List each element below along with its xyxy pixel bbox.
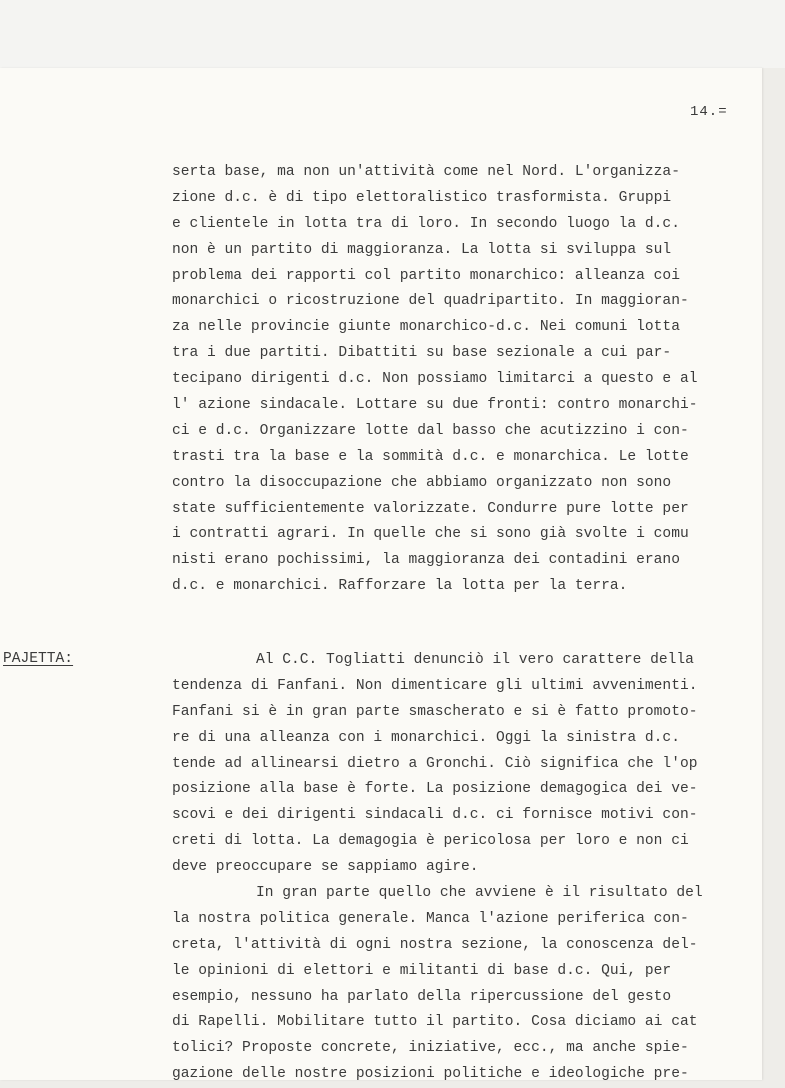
text-line: posizione alla base è forte. La posizione demagogica dei ve- <box>172 781 698 798</box>
text-line: za nelle provincie giunte monarchico-d.c. Nei comuni lotta <box>172 319 680 336</box>
paragraph-continuation <box>172 160 738 600</box>
text-line: zione d.c. è di tipo elettoralistico trasformista. Gruppi <box>172 189 672 206</box>
speaker-label: PAJETTA: <box>3 651 74 667</box>
text-line: monarchici o ricostruzione del quadripartito. In maggioran- <box>172 293 689 310</box>
text-line: In gran parte quello che avviene è il risultato del <box>256 885 703 902</box>
text-line: gazione delle nostre posizioni politiche e ideologiche pre- <box>172 1066 689 1083</box>
text-line: di Rapelli. Mobilitare tutto il partito. Cosa diciamo ai cat <box>172 1014 698 1031</box>
text-line: problema dei rapporti col partito monarchico: alleanza coi <box>172 267 680 284</box>
text-line: esempio, nessuno ha parlato della ripercussione del gesto <box>172 988 672 1005</box>
text-line: nisti erano pochissimi, la maggioranza dei contadini erano <box>172 552 680 569</box>
text-line: scovi e dei dirigenti sindacali d.c. ci fornisce motivi con- <box>172 807 698 824</box>
text-line: creta, l'attività di ogni nostra sezione, la conoscenza del- <box>172 936 698 953</box>
text-line: ci e d.c. Organizzare lotte dal basso che acutizzino i con- <box>172 422 689 439</box>
text-line: Al C.C. Togliatti denunciò il vero carattere della <box>256 652 694 668</box>
text-line: l' azione sindacale. Lottare su due fronti: contro monarchi- <box>172 397 698 414</box>
text-line: i contratti agrari. In quelle che si sono già svolte i comu <box>172 526 689 543</box>
text-line: serta base, ma non un'attività come nel Nord. L'organizza- <box>172 164 680 180</box>
text-line: tra i due partiti. Dibattiti su base sezionale a cui par- <box>172 345 672 362</box>
text-line: d.c. e monarchici. Rafforzare la lotta per la terra. <box>172 578 628 595</box>
speaker-paragraph <box>172 648 738 1088</box>
text-line: Fanfani si è in gran parte smascherato e si è fatto promoto- <box>172 703 698 720</box>
text-line: tende ad allinearsi dietro a Gronchi. Ciò significa che l'op <box>172 755 698 772</box>
text-line: creti di lotta. La demagogia è pericolosa per loro e non ci <box>172 833 689 850</box>
text-line: deve preoccupare se sappiamo agire. <box>172 859 479 876</box>
scanner-margin <box>0 0 785 68</box>
text-line: tecipano dirigenti d.c. Non possiamo limitarci a questo e al <box>172 371 698 388</box>
text-line: trasti tra la base e la sommità d.c. e monarchica. Le lotte <box>172 448 689 465</box>
text-line: le opinioni di elettori e militanti di base d.c. Qui, per <box>172 962 672 979</box>
text-line: non è un partito di maggioranza. La lotta si sviluppa sul <box>172 241 672 258</box>
text-line: tolici? Proposte concrete, iniziative, ecc., ma anche spie- <box>172 1040 689 1057</box>
text-line: tendenza di Fanfani. Non dimenticare gli ultimi avvenimenti. <box>172 677 698 694</box>
text-line: state sufficientemente valorizzate. Condurre pure lotte per <box>172 500 689 517</box>
text-line: la nostra politica generale. Manca l'azione periferica con- <box>172 910 689 927</box>
text-line: contro la disoccupazione che abbiamo organizzato non sono <box>172 474 672 491</box>
page-number: 14.= <box>690 104 728 120</box>
text-line: e clientele in lotta tra di loro. In secondo luogo la d.c. <box>172 215 680 232</box>
text-line: re di una alleanza con i monarchici. Oggi la sinistra d.c. <box>172 729 680 746</box>
